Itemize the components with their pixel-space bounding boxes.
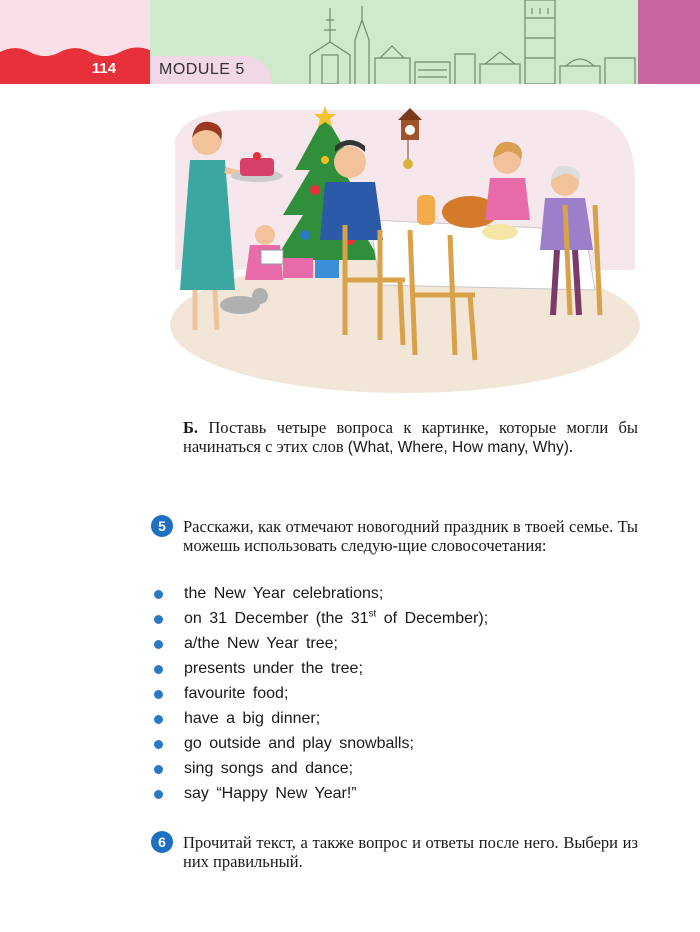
task-b-letter: Б.	[183, 418, 199, 437]
header-pink-band	[638, 0, 700, 84]
list-item	[150, 633, 650, 658]
exercise-6-instruction: Прочитай текст, а также вопрос и ответы после него. Выбери из них правильный.	[183, 833, 638, 871]
phrase-text: sing songs and dance;	[184, 760, 354, 777]
family-dinner-illustration	[165, 100, 640, 395]
list-item	[150, 733, 650, 758]
bullet-icon	[154, 790, 163, 799]
phrase-text-after: of December);	[376, 610, 489, 627]
task-b-text	[183, 418, 638, 457]
bullet-icon	[154, 690, 163, 699]
bullet-icon	[154, 590, 163, 599]
phrase-text-before: on 31 December (the 31	[184, 610, 369, 627]
phrase-text: the New Year celebrations;	[184, 585, 384, 602]
list-item	[150, 608, 650, 633]
phrase-text: a/the New Year tree;	[184, 635, 338, 652]
list-item	[150, 583, 650, 608]
exercise-5-instruction: Расскажи, как отмечают новогодний праздник в твоей семье. Ты можешь использовать следую-щие словосочетания:	[183, 517, 638, 555]
list-item	[150, 783, 650, 808]
bullet-icon	[154, 640, 163, 649]
red-wave-band	[0, 0, 150, 84]
bullet-icon	[154, 740, 163, 749]
ordinal-suffix: st	[368, 608, 377, 620]
phrase-text: go outside and play snowballs;	[184, 735, 414, 752]
list-item	[150, 658, 650, 683]
task-b-instruction: Поставь четыре вопроса к картинке, которые могли бы начинаться с этих слов	[183, 418, 638, 456]
exercise-5-number-badge: 5	[151, 515, 173, 537]
city-skyline-illustration	[300, 0, 638, 84]
bullet-icon	[154, 615, 163, 624]
module-label: MODULE 5	[159, 61, 245, 78]
phrase-list	[150, 583, 650, 808]
exercise-6-number-badge: 6	[151, 831, 173, 853]
task-b-question-words: (What, Where, How many, Why)	[347, 439, 569, 456]
task-b-end: .	[568, 437, 573, 456]
phrase-text: say “Happy New Year!”	[184, 785, 357, 802]
bullet-icon	[154, 665, 163, 674]
page-number: 114	[91, 60, 117, 77]
page-header	[0, 0, 700, 84]
phrase-text: presents under the tree;	[184, 660, 363, 677]
phrase-text: favourite food;	[184, 685, 289, 702]
bullet-icon	[154, 715, 163, 724]
bullet-icon	[154, 765, 163, 774]
phrase-text: have a big dinner;	[184, 710, 321, 727]
list-item	[150, 683, 650, 708]
list-item	[150, 758, 650, 783]
list-item	[150, 708, 650, 733]
